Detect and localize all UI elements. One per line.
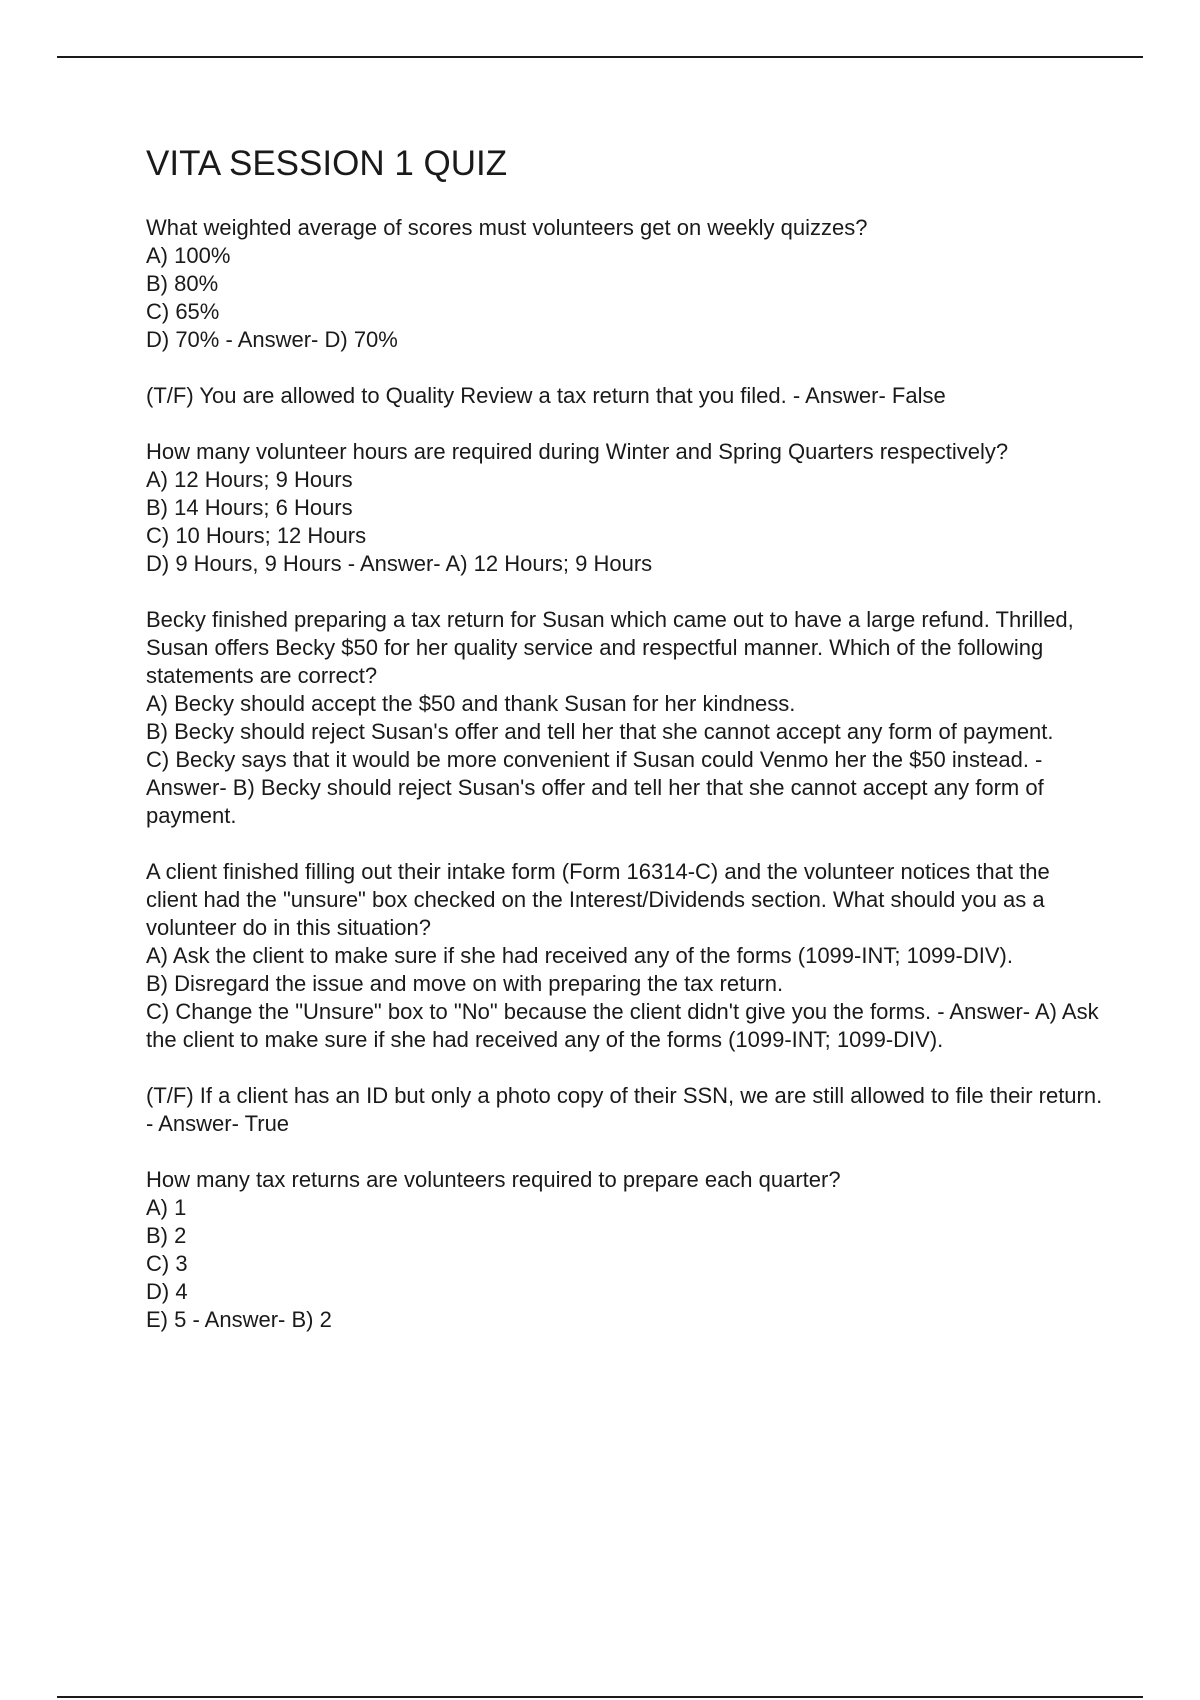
question-block (146, 214, 1106, 354)
top-rule (57, 56, 1143, 58)
question-list (146, 214, 1106, 1334)
answer-option: E) 5 - Answer- B) 2 (146, 1307, 332, 1332)
question-block (146, 1082, 1106, 1138)
answer-option: A) 12 Hours; 9 Hours (146, 467, 353, 492)
document-body (146, 142, 1106, 1362)
answer-option: B) Becky should reject Susan's offer and tell her that she cannot accept any form of payment. (146, 719, 1054, 744)
answer-option: B) 2 (146, 1223, 187, 1248)
question-text: (T/F) If a client has an ID but only a photo copy of their SSN, we are still allowed to file their return. - Answer- True (146, 1083, 1103, 1136)
question-text: What weighted average of scores must volunteers get on weekly quizzes? (146, 215, 868, 240)
answer-option: B) 80% (146, 271, 219, 296)
answer-option: B) Disregard the issue and move on with preparing the tax return. (146, 971, 784, 996)
answer-option: A) 1 (146, 1195, 187, 1220)
question-text: A client finished filling out their intake form (Form 16314-C) and the volunteer notices that the client had the "unsure" box checked on the Interest/Dividends section. What should you as a volunteer do in this situation? (146, 859, 1050, 940)
answer-option: A) Ask the client to make sure if she had received any of the forms (1099-INT; 1099-DIV). (146, 943, 1013, 968)
question-block (146, 606, 1106, 830)
answer-option: D) 9 Hours, 9 Hours - Answer- A) 12 Hours; 9 Hours (146, 551, 653, 576)
answer-option: D) 4 (146, 1279, 188, 1304)
answer-option: C) 65% (146, 299, 220, 324)
page-title: VITA SESSION 1 QUIZ (146, 144, 508, 183)
question-text: How many volunteer hours are required during Winter and Spring Quarters respectively? (146, 439, 1009, 464)
question-text: How many tax returns are volunteers required to prepare each quarter? (146, 1167, 841, 1192)
answer-option: C) 3 (146, 1251, 188, 1276)
answer-option: C) 10 Hours; 12 Hours (146, 523, 367, 548)
question-block (146, 382, 1106, 410)
answer-option: C) Becky says that it would be more convenient if Susan could Venmo her the $50 instead. - Answer- B) Becky should reject Susan's offer and tell her that she cannot accept any form of payment. (146, 747, 1044, 828)
question-block (146, 858, 1106, 1054)
answer-option: A) 100% (146, 243, 231, 268)
answer-option: B) 14 Hours; 6 Hours (146, 495, 353, 520)
question-block (146, 438, 1106, 578)
question-block (146, 1166, 1106, 1334)
question-text: (T/F) You are allowed to Quality Review a tax return that you filed. - Answer- False (146, 383, 946, 408)
answer-option: C) Change the "Unsure" box to "No" because the client didn't give you the forms. - Answer- A) Ask the client to make sure if she had received any of the forms (1099-INT; 1099-DIV). (146, 999, 1099, 1052)
question-text: Becky finished preparing a tax return for Susan which came out to have a large refund. Thrilled, Susan offers Becky $50 for her quality service and respectful manner. Which of the following statements are correct? (146, 607, 1074, 688)
answer-option: A) Becky should accept the $50 and thank Susan for her kindness. (146, 691, 796, 716)
bottom-rule (57, 1696, 1143, 1698)
answer-option: D) 70% - Answer- D) 70% (146, 327, 398, 352)
